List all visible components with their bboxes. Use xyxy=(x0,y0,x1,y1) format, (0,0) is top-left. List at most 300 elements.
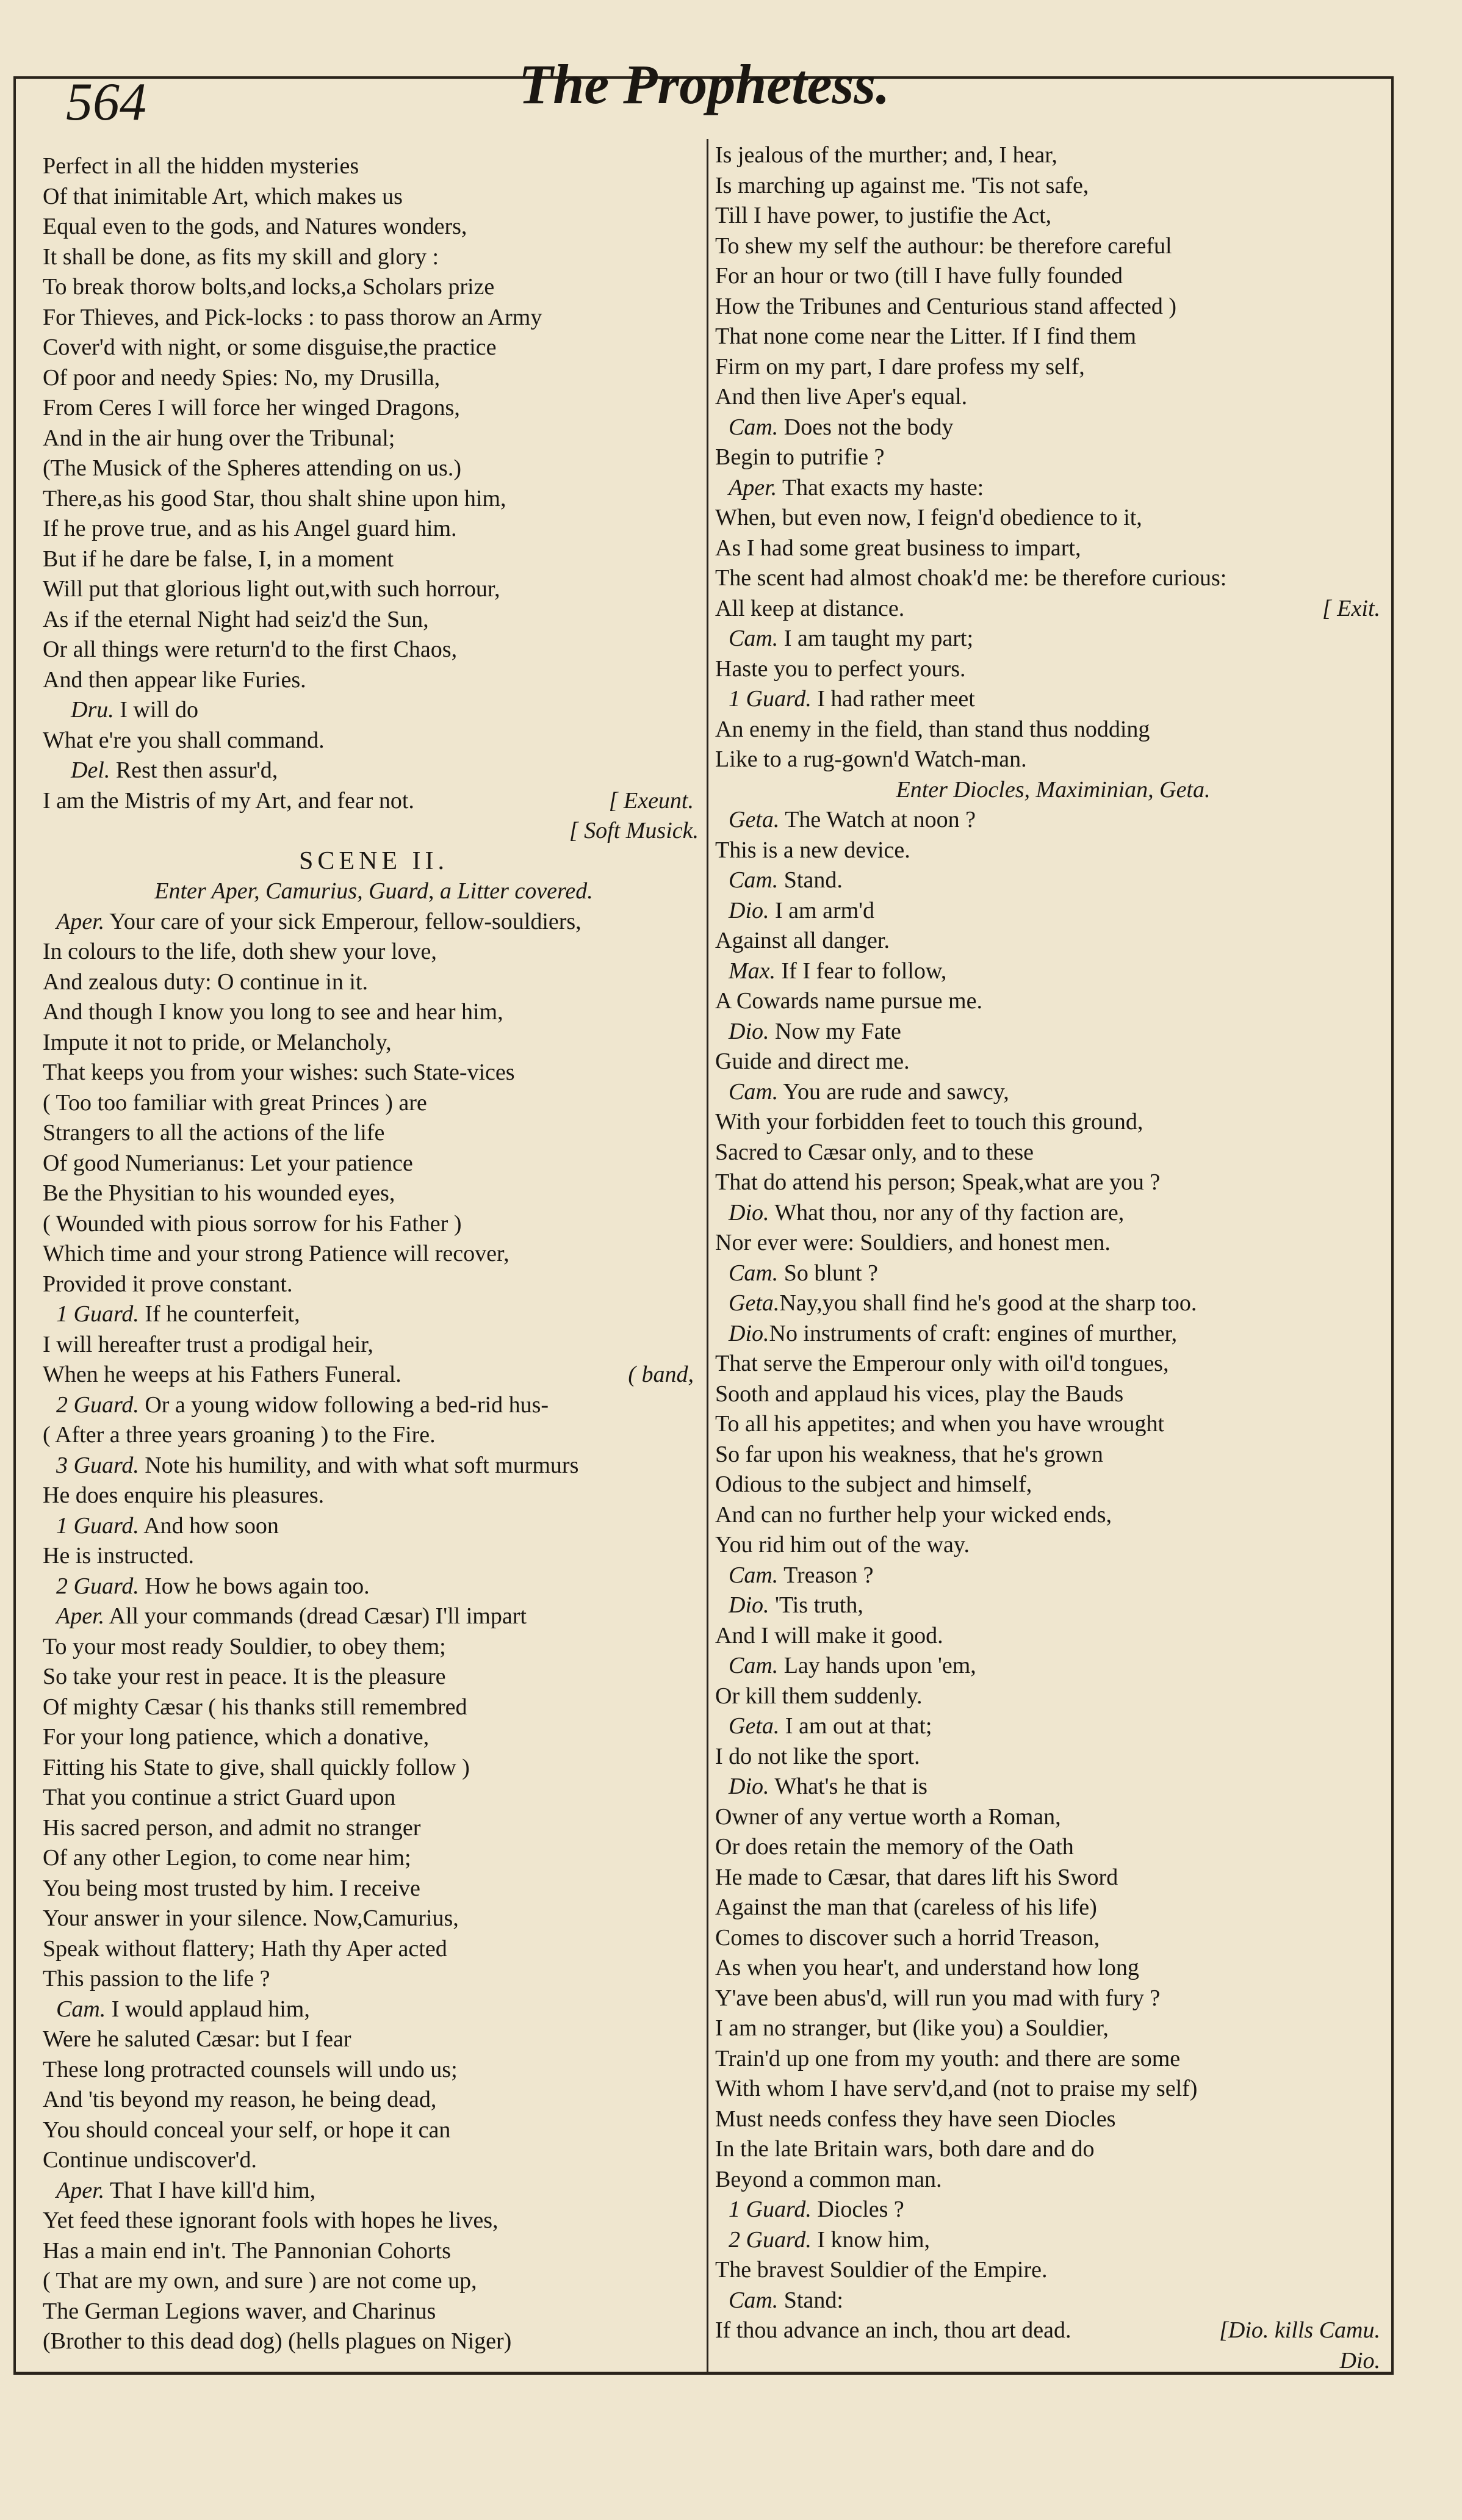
verse-text: When he weeps at his Fathers Funeral. xyxy=(43,1362,402,1387)
speaker-name: Dio. xyxy=(729,1199,769,1226)
verse-text: In colours to the life, doth shew your love, xyxy=(43,939,437,964)
speaker-name: 2 Guard. xyxy=(56,1392,139,1418)
verse-text: Your care of your sick Emperour, fellow-souldiers, xyxy=(104,908,582,934)
right-rule xyxy=(1391,76,1394,2374)
text-line xyxy=(715,1047,1391,1077)
verse-text: Is jealous of the murther; and, I hear, xyxy=(715,142,1057,168)
text-line xyxy=(43,1753,705,1783)
verse-text: These long protracted counsels will undo us; xyxy=(43,2056,458,2082)
text-line xyxy=(715,2225,1391,2256)
verse-text: I know him, xyxy=(811,2226,931,2253)
verse-text: Firm on my part, I dare profess my self, xyxy=(715,353,1085,380)
verse-text: (The Musick of the Spheres attending on us.) xyxy=(43,455,461,481)
verse-text: Or a young widow following a bed-rid hus- xyxy=(139,1392,549,1418)
verse-text: ( That are my own, and sure ) are not come up, xyxy=(43,2268,477,2294)
text-line xyxy=(715,140,1391,171)
verse-text: Owner of any vertue worth a Roman, xyxy=(715,1803,1061,1830)
text-line xyxy=(715,896,1391,926)
text-line xyxy=(715,171,1391,201)
text-line xyxy=(715,1138,1391,1168)
verse-text: There,as his good Star, thou shalt shine upon him, xyxy=(43,485,506,511)
verse-text: What's he that is xyxy=(769,1774,927,1799)
text-line xyxy=(43,2266,705,2297)
catchword: Dio. xyxy=(1339,2347,1380,2374)
verse-text: I would applaud him, xyxy=(106,1996,310,2022)
text-line xyxy=(715,1349,1391,1379)
verse-text: For an hour or two (till I have fully founded xyxy=(715,263,1123,289)
speaker-name: Dru. xyxy=(71,697,114,723)
speaker-name: Dio. xyxy=(729,1320,769,1346)
verse-text: Of poor and needy Spies: No, my Drusilla, xyxy=(43,364,441,391)
verse-text: To your most ready Souldier, to obey them; xyxy=(43,1633,446,1659)
verse-text: Of mighty Cæsar ( his thanks still remembred xyxy=(43,1694,467,1720)
text-line xyxy=(43,907,705,937)
verse-text: Train'd up one from my youth: and there are some xyxy=(715,2045,1181,2071)
verse-text: Y'ave been abus'd, will run you mad with fury ? xyxy=(715,1985,1161,2011)
text-line xyxy=(715,1893,1391,1923)
text-line xyxy=(43,937,705,967)
text-line xyxy=(43,2297,705,2327)
verse-text: He does enquire his pleasures. xyxy=(43,1482,325,1508)
text-line xyxy=(43,574,705,605)
verse-text: As if the eternal Night had seiz'd the Sun, xyxy=(43,606,429,632)
text-line xyxy=(43,1541,705,1572)
speaker-name: Cam. xyxy=(729,867,779,893)
verse-text: Yet feed these ignorant fools with hopes he lives, xyxy=(43,2208,499,2233)
text-line xyxy=(43,1149,705,1179)
verse-text: And can no further help your wicked ends, xyxy=(715,1501,1112,1528)
speaker-name: Aper. xyxy=(56,908,105,934)
text-line xyxy=(715,1379,1391,1410)
text-line xyxy=(715,1107,1391,1138)
text-line xyxy=(715,1500,1391,1531)
verse-text: I will do xyxy=(113,697,199,723)
text-line xyxy=(43,484,705,514)
text-line xyxy=(715,1530,1391,1561)
verse-text: From Ceres I will force her winged Dragons, xyxy=(43,395,460,421)
text-line xyxy=(43,1692,705,1723)
stage-direction: ( band, xyxy=(628,1362,694,1387)
text-line xyxy=(43,1783,705,1813)
verse-text: (Brother to this dead dog) (hells plagues on Niger) xyxy=(43,2328,512,2354)
column-divider xyxy=(707,139,708,2373)
text-line xyxy=(43,1813,705,1844)
text-line xyxy=(43,303,705,333)
text-line xyxy=(715,1319,1391,1349)
text-line xyxy=(43,1601,705,1632)
verse-text: Provided it prove constant. xyxy=(43,1271,293,1297)
verse-text: That I have kill'd him, xyxy=(104,2177,316,2203)
text-line xyxy=(43,1632,705,1663)
verse-text: The scent had almost choak'd me: be therefore curious: xyxy=(715,565,1227,591)
verse-text: You rid him out of the way. xyxy=(715,1532,970,1558)
text-line xyxy=(715,1863,1391,1893)
verse-text: It shall be done, as fits my skill and glory : xyxy=(43,244,439,270)
verse-text: When, but even now, I feign'd obedience to it, xyxy=(715,505,1142,530)
verse-text: As I had some great business to impart, xyxy=(715,535,1081,561)
text-line xyxy=(43,393,705,424)
verse-text: Sooth and applaud his vices, play the Bauds xyxy=(715,1381,1124,1407)
text-line xyxy=(715,1561,1391,1591)
verse-text: Cover'd with night, or some disguise,the practice xyxy=(43,334,497,360)
left-column xyxy=(43,151,705,2357)
verse-text: What thou, nor any of thy faction are, xyxy=(769,1199,1125,1226)
speaker-name: 1 Guard. xyxy=(56,1512,139,1539)
text-line xyxy=(43,1451,705,1481)
verse-text: Or kill them suddenly. xyxy=(715,1683,923,1709)
speaker-name: Cam. xyxy=(729,414,779,440)
text-line xyxy=(715,805,1391,836)
text-line xyxy=(43,665,705,696)
page-number: 564 xyxy=(66,73,146,132)
text-line xyxy=(715,1168,1391,1198)
text-line xyxy=(43,2024,705,2055)
verse-text: As when you hear't, and understand how long xyxy=(715,1955,1139,1980)
text-line xyxy=(715,654,1391,685)
text-line xyxy=(43,1118,705,1149)
speaker-name: 2 Guard. xyxy=(729,2226,812,2253)
speaker-name: Aper. xyxy=(56,1603,105,1629)
text-line xyxy=(715,956,1391,987)
text-line xyxy=(43,2327,705,2357)
verse-text: Of that inimitable Art, which makes us xyxy=(43,183,403,209)
speaker-name: Cam. xyxy=(729,1078,779,1105)
verse-text: The German Legions waver, and Charinus xyxy=(43,2298,436,2324)
text-line xyxy=(715,745,1391,775)
verse-text: 'Tis truth, xyxy=(769,1592,863,1618)
text-line xyxy=(715,1409,1391,1440)
speaker-name: Cam. xyxy=(729,2287,779,2313)
text-line xyxy=(43,786,705,817)
verse-text: Haste you to perfect yours. xyxy=(715,655,966,682)
text-line xyxy=(715,2255,1391,2286)
verse-text: Beyond a common man. xyxy=(715,2166,942,2192)
verse-text: Were he saluted Cæsar: but I fear xyxy=(43,2026,351,2052)
text-line xyxy=(715,2013,1391,2044)
verse-text: So far upon his weakness, that he's grown xyxy=(715,1441,1103,1467)
verse-text: Nay,you shall find he's good at the sharp too. xyxy=(779,1290,1197,1316)
speaker-name: Max. xyxy=(729,958,776,984)
verse-text: To break thorow bolts,and locks,a Scholars prize xyxy=(43,274,495,300)
verse-text: You are rude and sawcy, xyxy=(778,1078,1009,1105)
left-rule xyxy=(13,76,16,2374)
stage-direction: Enter Diocles, Maximinian, Geta. xyxy=(896,776,1211,803)
verse-text: Till I have power, to justifie the Act, xyxy=(715,203,1052,228)
verse-text: All your commands (dread Cæsar) I'll impart xyxy=(104,1603,527,1629)
verse-text: Now my Fate xyxy=(769,1018,901,1044)
verse-text: If he counterfeit, xyxy=(139,1301,300,1327)
speaker-name: Dio. xyxy=(729,897,769,923)
text-line xyxy=(43,1299,705,1330)
text-line xyxy=(715,1198,1391,1229)
verse-text: And in the air hung over the Tribunal; xyxy=(43,425,395,451)
text-line xyxy=(715,1228,1391,1258)
text-line xyxy=(715,1742,1391,1772)
text-line xyxy=(43,2176,705,2206)
verse-text: I am arm'd xyxy=(769,897,875,923)
text-line xyxy=(43,151,705,182)
text-line xyxy=(43,1843,705,1874)
text-line xyxy=(43,333,705,363)
text-line xyxy=(43,1420,705,1451)
text-line xyxy=(715,442,1391,473)
verse-text: ( Wounded with pious sorrow for his Father ) xyxy=(43,1210,462,1237)
text-line xyxy=(715,1258,1391,1289)
verse-text: I am taught my part; xyxy=(778,626,974,651)
verse-text: Against the man that (careless of his life) xyxy=(715,1894,1097,1920)
speaker-name: 1 Guard. xyxy=(56,1301,139,1327)
verse-text: Lay hands upon 'em, xyxy=(778,1653,976,1678)
text-line xyxy=(43,1179,705,1209)
verse-text: An enemy in the field, than stand thus nodding xyxy=(715,716,1150,742)
verse-text: That do attend his person; Speak,what are you ? xyxy=(715,1169,1161,1195)
verse-text: He is instructed. xyxy=(43,1543,195,1569)
text-line xyxy=(43,182,705,212)
text-line xyxy=(715,1681,1391,1712)
verse-text: Continue undiscover'd. xyxy=(43,2147,257,2173)
text-line xyxy=(43,2206,705,2236)
text-line xyxy=(43,1088,705,1119)
verse-text: But if he dare be false, I, in a moment xyxy=(43,546,394,572)
text-line xyxy=(715,1288,1391,1319)
text-line xyxy=(715,1440,1391,1470)
verse-text: Of any other Legion, to come near him; xyxy=(43,1845,411,1871)
text-line xyxy=(43,2236,705,2267)
verse-text: Will put that glorious light out,with such horrour, xyxy=(43,576,500,602)
text-line xyxy=(43,1481,705,1511)
verse-text: Sacred to Cæsar only, and to these xyxy=(715,1139,1034,1165)
verse-text: Your answer in your silence. Now,Camurius, xyxy=(43,1905,459,1931)
text-line xyxy=(43,2085,705,2115)
verse-text: And 'tis beyond my reason, he being dead, xyxy=(43,2087,437,2112)
text-line xyxy=(715,503,1391,533)
text-line xyxy=(715,2316,1391,2346)
text-line xyxy=(715,1651,1391,1681)
text-line xyxy=(43,363,705,394)
text-line xyxy=(715,986,1391,1017)
verse-text: And then appear like Furies. xyxy=(43,666,306,693)
verse-text: That keeps you from your wishes: such State-vices xyxy=(43,1060,515,1085)
speaker-name: 1 Guard. xyxy=(729,2197,812,2222)
verse-text: I am the Mistris of my Art, and fear not. xyxy=(43,787,414,814)
verse-text: And though I know you long to see and hear him, xyxy=(43,999,503,1025)
verse-text: Stand. xyxy=(778,867,843,893)
verse-text: Begin to putrifie ? xyxy=(715,444,885,470)
running-title: The Prophetess. xyxy=(519,53,890,115)
text-line xyxy=(43,997,705,1028)
text-line xyxy=(43,1964,705,1995)
speaker-name: 1 Guard. xyxy=(729,686,812,712)
speaker-name: Del. xyxy=(71,757,110,783)
verse-text: You being most trusted by him. I receive xyxy=(43,1875,420,1901)
text-line xyxy=(43,1904,705,1934)
text-line xyxy=(43,453,705,484)
text-line xyxy=(715,1953,1391,1984)
text-line xyxy=(715,1832,1391,1863)
verse-text: That exacts my haste: xyxy=(777,474,984,500)
text-line xyxy=(715,1923,1391,1954)
verse-text: Strangers to all the actions of the life xyxy=(43,1120,385,1146)
verse-text: Guide and direct me. xyxy=(715,1049,910,1074)
speaker-name: Geta. xyxy=(729,1713,780,1739)
text-line xyxy=(715,322,1391,352)
verse-text: This is a new device. xyxy=(715,837,910,863)
text-line xyxy=(715,836,1391,866)
verse-text: Be the Physitian to his wounded eyes, xyxy=(43,1180,395,1206)
text-line xyxy=(43,1722,705,1753)
text-line xyxy=(43,1058,705,1088)
verse-text: A Cowards name pursue me. xyxy=(715,988,982,1014)
verse-text: And I will make it good. xyxy=(715,1622,943,1648)
text-line xyxy=(43,1330,705,1360)
speaker-name: Aper. xyxy=(729,474,777,500)
text-line xyxy=(43,1874,705,1904)
verse-text: If he prove true, and as his Angel guard him. xyxy=(43,516,457,541)
text-line xyxy=(715,1077,1391,1108)
text-line xyxy=(43,424,705,454)
stage-direction: [ Exeunt. xyxy=(608,787,694,814)
stage-direction: Enter Aper, Camurius, Guard, a Litter covered. xyxy=(154,878,593,904)
verse-text: Like to a rug-gown'd Watch-man. xyxy=(715,746,1027,772)
verse-text: How the Tribunes and Centurious stand affected ) xyxy=(715,293,1177,319)
verse-text: I had rather meet xyxy=(811,686,975,712)
text-line xyxy=(715,2104,1391,2135)
verse-text: ( After a three years groaning ) to the Fire. xyxy=(43,1422,436,1448)
verse-text: Rest then assur'd, xyxy=(110,757,278,783)
text-line xyxy=(715,1621,1391,1652)
text-line xyxy=(43,726,705,756)
verse-text: Diocles ? xyxy=(811,2197,904,2222)
text-line xyxy=(43,1662,705,1692)
speaker-name: Geta. xyxy=(729,1290,780,1316)
text-line xyxy=(715,865,1391,896)
text-line xyxy=(715,533,1391,564)
verse-text: Equal even to the gods, and Natures wonders, xyxy=(43,214,467,239)
text-line xyxy=(43,1239,705,1269)
speaker-name: Dio. xyxy=(729,1774,769,1799)
verse-text: This passion to the life ? xyxy=(43,1966,270,1991)
text-line xyxy=(43,756,705,786)
verse-text: With whom I have serv'd,and (not to praise my self) xyxy=(715,2076,1198,2101)
text-line xyxy=(43,1390,705,1421)
speaker-name: Aper. xyxy=(56,2177,105,2203)
verse-text: With your forbidden feet to touch this ground, xyxy=(715,1109,1143,1135)
text-line xyxy=(43,1511,705,1542)
text-line xyxy=(715,2044,1391,2074)
text-line xyxy=(715,1470,1391,1500)
verse-text: For your long patience, which a donative, xyxy=(43,1724,430,1750)
speaker-name: Cam. xyxy=(56,1996,106,2022)
text-line xyxy=(43,1360,705,1390)
verse-text: Treason ? xyxy=(778,1562,874,1588)
verse-text: Or does retain the memory of the Oath xyxy=(715,1834,1074,1860)
stage-direction: [ Soft Musick. xyxy=(569,818,699,843)
verse-text: Is marching up against me. 'Tis not safe, xyxy=(715,172,1089,198)
text-line xyxy=(43,1209,705,1240)
text-line xyxy=(43,272,705,303)
verse-text: Does not the body xyxy=(778,414,954,440)
right-column xyxy=(715,140,1391,2376)
text-line xyxy=(715,926,1391,956)
text-line xyxy=(715,2074,1391,2104)
text-line xyxy=(43,2115,705,2146)
text-line xyxy=(715,201,1391,231)
verse-text: His sacred person, and admit no stranger xyxy=(43,1814,421,1841)
verse-text: So take your rest in peace. It is the pleasure xyxy=(43,1664,446,1689)
text-line xyxy=(715,473,1391,504)
speaker-name: Cam. xyxy=(729,1562,779,1588)
text-line xyxy=(43,1269,705,1300)
text-line xyxy=(715,1802,1391,1833)
text-line xyxy=(43,544,705,575)
verse-text: You should conceal your self, or hope it can xyxy=(43,2117,451,2143)
verse-text: The Watch at noon ? xyxy=(779,807,976,832)
verse-text: And how soon xyxy=(139,1512,279,1539)
speaker-name: Dio. xyxy=(729,1018,769,1044)
text-line xyxy=(43,2145,705,2176)
text-line xyxy=(715,1772,1391,1802)
verse-text: For Thieves, and Pick-locks : to pass thorow an Army xyxy=(43,304,542,330)
verse-text: I am out at that; xyxy=(779,1713,932,1739)
text-line xyxy=(43,2055,705,2085)
verse-text: Impute it not to pride, or Melancholy, xyxy=(43,1029,392,1055)
verse-text: I will hereafter trust a prodigal heir, xyxy=(43,1331,373,1357)
verse-text: So blunt ? xyxy=(778,1260,878,1286)
verse-text: He made to Cæsar, that dares lift his Sword xyxy=(715,1864,1118,1890)
verse-text: That serve the Emperour only with oil'd tongues, xyxy=(715,1351,1169,1376)
verse-text: Must needs confess they have seen Diocles xyxy=(715,2106,1116,2132)
verse-text: Speak without flattery; Hath thy Aper acted xyxy=(43,1935,447,1962)
speaker-name: 2 Guard. xyxy=(56,1573,139,1599)
verse-text: If I fear to follow, xyxy=(776,958,947,984)
verse-text: All keep at distance. xyxy=(715,595,905,621)
verse-text: ( Too too familiar with great Princes ) are xyxy=(43,1089,427,1116)
verse-text: That you continue a strict Guard upon xyxy=(43,1785,396,1810)
text-line xyxy=(715,1017,1391,1047)
text-line xyxy=(715,2134,1391,2165)
verse-text: The bravest Souldier of the Empire. xyxy=(715,2257,1048,2283)
text-line xyxy=(43,514,705,544)
text-line xyxy=(715,624,1391,654)
text-line xyxy=(43,212,705,242)
speaker-name: 3 Guard. xyxy=(56,1452,139,1478)
speaker-name: Cam. xyxy=(729,1260,779,1286)
verse-text: Fitting his State to give, shall quickly follow ) xyxy=(43,1754,470,1780)
verse-text: Against all danger. xyxy=(715,928,890,953)
verse-text: To all his appetites; and when you have wrought xyxy=(715,1411,1165,1437)
text-line xyxy=(715,352,1391,383)
verse-text: Comes to discover such a horrid Treason, xyxy=(715,1924,1100,1951)
text-line xyxy=(715,1590,1391,1621)
text-line xyxy=(715,715,1391,745)
verse-text: Or all things were return'd to the first Chaos, xyxy=(43,637,458,662)
verse-text: I do not like the sport. xyxy=(715,1743,920,1769)
speaker-name: Geta. xyxy=(729,807,780,832)
verse-text: If thou advance an inch, thou art dead. xyxy=(715,2317,1071,2343)
verse-text: Of good Numerianus: Let your patience xyxy=(43,1150,413,1176)
verse-text: What e're you shall command. xyxy=(43,727,325,753)
text-line xyxy=(43,695,705,726)
text-line xyxy=(43,1934,705,1965)
verse-text: And then live Aper's equal. xyxy=(715,384,968,410)
text-line xyxy=(715,1711,1391,1742)
text-line xyxy=(715,2286,1391,2316)
text-line xyxy=(43,1028,705,1058)
verse-text: I am no stranger, but (like you) a Souldier, xyxy=(715,2015,1109,2041)
verse-text: Stand: xyxy=(778,2287,843,2313)
text-line xyxy=(715,413,1391,443)
verse-text: To shew my self the authour: be therefore careful xyxy=(715,233,1172,259)
